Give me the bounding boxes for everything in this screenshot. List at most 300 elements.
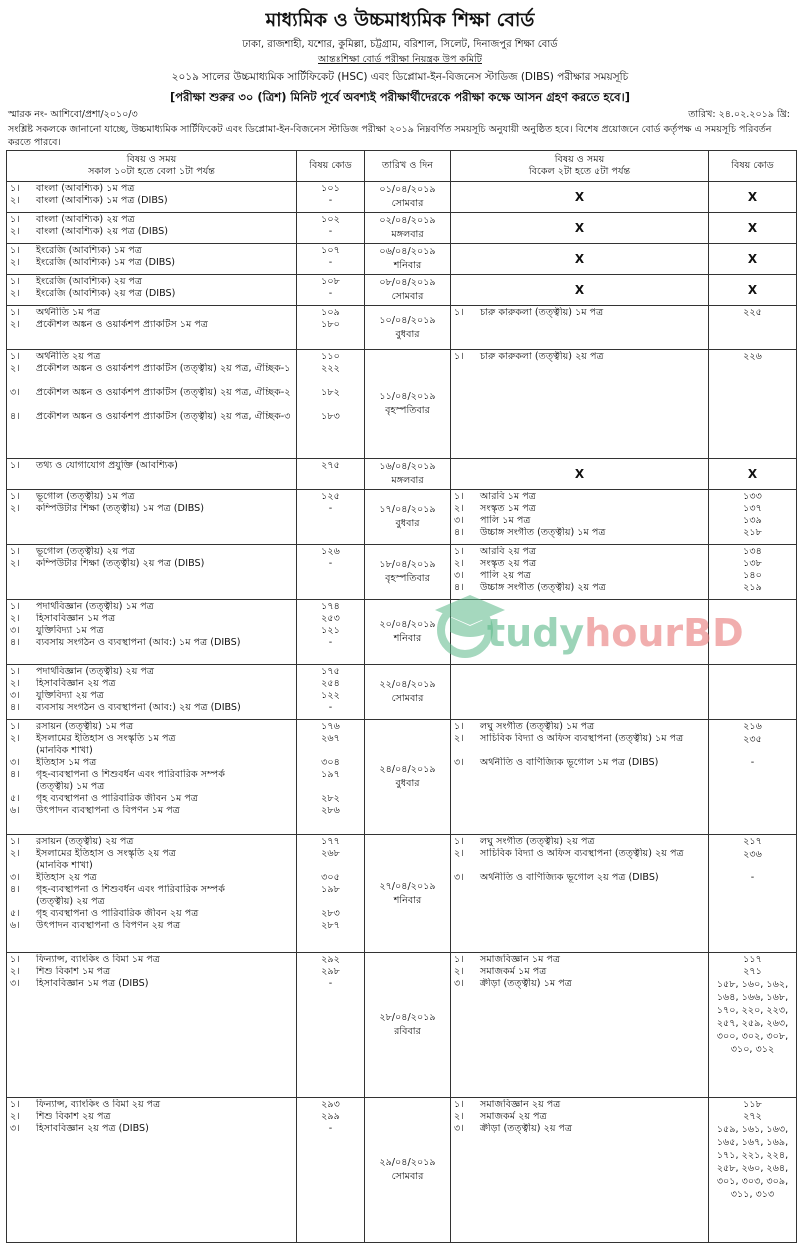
subject-code: - bbox=[328, 288, 333, 299]
subject-name: উৎপাদন ব্যবস্থাপনা ও বিপণন ১ম পত্র bbox=[36, 805, 180, 816]
subject-code: ১৩৯ bbox=[743, 515, 762, 526]
subject-line bbox=[10, 836, 293, 848]
subject-name: উৎপাদন ব্যবস্থাপনা ও বিপণন ২য় পত্র bbox=[36, 920, 181, 931]
serial-number: ৫। bbox=[10, 908, 20, 919]
exam-day-row bbox=[7, 306, 797, 350]
serial-number: ১। bbox=[10, 546, 20, 557]
subject-name: সংস্কৃত ১ম পত্র bbox=[480, 503, 536, 514]
afternoon-subjects bbox=[451, 350, 709, 459]
subject-line bbox=[10, 769, 293, 781]
afternoon-subjects bbox=[451, 720, 709, 835]
subject-line bbox=[10, 666, 293, 678]
subject-line bbox=[10, 183, 293, 195]
serial-number: ৩। bbox=[454, 570, 464, 581]
subject-code: ২৫৩ bbox=[321, 613, 340, 624]
subject-name: ফিন্যান্স, ব্যাংকিং ও বিমা ১ম পত্র bbox=[36, 954, 160, 965]
serial-number: ৩। bbox=[10, 978, 20, 989]
exam-day-row bbox=[7, 1098, 797, 1243]
subject-code: ২১৬ bbox=[743, 721, 762, 732]
morning-codes bbox=[297, 182, 365, 213]
subject-name: ইংরেজি (আবশ্যিক) ২য় পত্র bbox=[36, 276, 143, 287]
no-exam-mark: X bbox=[451, 459, 709, 490]
afternoon-codes bbox=[709, 350, 797, 459]
subject-line bbox=[10, 678, 293, 690]
empty-cell bbox=[451, 665, 709, 720]
subject-name: আরবি ২য় পত্র bbox=[480, 546, 537, 557]
subject-line bbox=[454, 503, 705, 515]
subject-line bbox=[10, 848, 293, 860]
subject-name: (মানবিক শাখা) bbox=[36, 745, 93, 756]
serial-number: ২। bbox=[10, 503, 20, 514]
serial-number: ৩। bbox=[10, 872, 20, 883]
subject-line bbox=[454, 721, 705, 733]
subject-name: ইতিহাস ২য় পত্র bbox=[36, 872, 97, 883]
subject-line bbox=[10, 978, 293, 990]
subject-code: ১০৯ bbox=[321, 307, 340, 318]
subject-code: ১১৮ bbox=[743, 1099, 762, 1110]
exam-date-cell bbox=[365, 182, 451, 213]
exam-date-cell bbox=[365, 835, 451, 953]
serial-number: ১। bbox=[10, 601, 20, 612]
exam-date: ১০/০৪/২০১৯ bbox=[379, 314, 436, 326]
subject-line bbox=[10, 319, 293, 331]
subject-line bbox=[454, 491, 705, 503]
subject-name: প্রকৌশল অঙ্কন ও ওয়ার্কশপ প্র্যাকটিস (তত্ত্বীয়) ২য় পত্র, ঐচ্ছিক-১ bbox=[36, 363, 291, 374]
morning-codes bbox=[297, 244, 365, 275]
serial-number: ৬। bbox=[10, 920, 20, 931]
subject-code: - bbox=[328, 1123, 333, 1134]
subject-code bbox=[300, 860, 361, 872]
subject-code: ২২২ bbox=[321, 363, 340, 374]
subject-code: ২৯২ bbox=[321, 954, 340, 965]
serial-number: ২। bbox=[10, 678, 20, 689]
subject-code: ১৩৪ bbox=[743, 546, 762, 557]
afternoon-codes bbox=[709, 720, 797, 835]
morning-subjects bbox=[7, 182, 297, 213]
serial-number: ১। bbox=[10, 276, 20, 287]
routine-title: ২০১৯ সালের উচ্চমাধ্যমিক সার্টিফিকেট (HSC) এবং ডিপ্লোমা-ইন-বিজনেস স্টাডিজ (DIBS) পরীক্ষার সময়সূচি bbox=[171, 71, 629, 83]
morning-codes bbox=[297, 953, 365, 1098]
empty-cell bbox=[709, 665, 797, 720]
exam-date: ২৯/০৪/২০১৯ bbox=[379, 1157, 436, 1168]
subject-line bbox=[454, 954, 705, 966]
exam-day: রবিবার bbox=[394, 1026, 421, 1037]
serial-number: ১। bbox=[10, 1099, 20, 1110]
subject-code: ২৬৮ bbox=[321, 848, 340, 859]
subject-name: পদার্থবিজ্ঞান (তত্ত্বীয়) ২য় পত্র bbox=[36, 666, 155, 677]
subject-name: অর্থনীতি ১ম পত্র bbox=[36, 307, 101, 318]
serial-number: ৩। bbox=[10, 1123, 20, 1134]
serial-number: ২। bbox=[10, 733, 20, 744]
subject-code: ১৩৩ bbox=[743, 491, 762, 502]
subject-name: উচ্চাঙ্গ সংগীত (তত্ত্বীয়) ১ম পত্র bbox=[480, 527, 606, 538]
exam-date: ২৮/০৪/২০১৯ bbox=[379, 1012, 436, 1023]
subject-name: গৃহ-ব্যবস্থাপনা ও শিশুবর্ধন এবং পারিবারিক সম্পর্ক bbox=[36, 769, 225, 780]
morning-subjects bbox=[7, 545, 297, 600]
exam-date: ০৮/০৪/২০১৯ bbox=[379, 277, 436, 288]
afternoon-codes bbox=[709, 835, 797, 953]
exam-date: ১৮/০৪/২০১৯ bbox=[379, 559, 436, 570]
subject-name: অর্থনীতি ২য় পত্র bbox=[36, 351, 101, 362]
serial-number: ২। bbox=[454, 1111, 464, 1122]
afternoon-codes bbox=[709, 953, 797, 1098]
subject-line bbox=[10, 721, 293, 733]
subject-code: ১৯৮ bbox=[321, 884, 340, 895]
memo-date: তারিখ: ২৪.০২.২০১৯ খ্রি: bbox=[688, 109, 790, 120]
subject-code: ২৩৬ bbox=[743, 849, 762, 860]
serial-number: ৪। bbox=[454, 582, 464, 593]
subject-code bbox=[300, 781, 361, 793]
subject-name: সংস্কৃত ২য় পত্র bbox=[480, 558, 537, 569]
exam-day-row bbox=[7, 244, 797, 275]
serial-number: ১। bbox=[10, 666, 20, 677]
exam-date: ০১/০৪/২০১৯ bbox=[379, 184, 436, 195]
subject-name: ইংরেজি (আবশ্যিক) ১ম পত্র bbox=[36, 245, 142, 256]
subject-line bbox=[10, 460, 293, 472]
subject-code: ২৩৫ bbox=[743, 734, 762, 745]
subject-name: সাচিবিক বিদ্যা ও অফিস ব্যবস্থাপনা (তত্ত্বীয়) ১ম পত্র bbox=[480, 733, 684, 744]
no-exam-mark: X bbox=[451, 275, 709, 306]
subject-name: ক্রীড়া (তত্ত্বীয়) ১ম পত্র bbox=[480, 978, 572, 989]
subject-code bbox=[300, 896, 361, 908]
subject-line bbox=[10, 214, 293, 226]
exam-day: বুধবার bbox=[395, 328, 420, 340]
subject-code: - bbox=[328, 226, 333, 237]
subject-line bbox=[454, 978, 705, 990]
exam-day-row bbox=[7, 275, 797, 306]
subject-name: হিসাববিজ্ঞান ১ম পত্র (DIBS) bbox=[36, 978, 149, 989]
subject-name: সমাজকর্ম ২য় পত্র bbox=[480, 1111, 547, 1122]
subject-line bbox=[10, 884, 293, 896]
subject-name: গৃহ-ব্যবস্থাপনা ও শিশুবর্ধন এবং পারিবারিক সম্পর্ক bbox=[36, 884, 225, 895]
exam-date: ১১/০৪/২০১৯ bbox=[379, 391, 436, 402]
subject-line bbox=[10, 908, 293, 920]
subject-name: বাংলা (আবশ্যিক) ২য় পত্র (DIBS) bbox=[36, 226, 168, 237]
subject-code: ১২৫ bbox=[321, 491, 340, 502]
subject-code: ১৭৪ bbox=[321, 601, 340, 612]
subject-code: ২২৬ bbox=[743, 351, 762, 362]
morning-subjects bbox=[7, 490, 297, 545]
subject-line bbox=[10, 757, 293, 769]
subject-name: ভূগোল (তত্ত্বীয়) ১ম পত্র bbox=[36, 491, 135, 502]
subject-code: ২১৯ bbox=[743, 582, 762, 593]
subject-code: ১০৮ bbox=[321, 276, 340, 287]
serial-number: ২। bbox=[10, 288, 20, 299]
exam-date-cell bbox=[365, 275, 451, 306]
serial-number: ২। bbox=[10, 195, 20, 206]
subject-line bbox=[454, 733, 705, 757]
subject-code: ২৮২ bbox=[321, 793, 340, 804]
subject-code: ১৮২ bbox=[321, 387, 340, 398]
subject-name: ভূগোল (তত্ত্বীয়) ২য় পত্র bbox=[36, 546, 135, 557]
subject-name: পালি ১ম পত্র bbox=[480, 515, 531, 526]
exam-day: সোমবার bbox=[391, 693, 424, 704]
subject-name: ব্যবসায় সংগঠন ও ব্যবস্থাপনা (আব:) ২য় পত্র (DIBS) bbox=[36, 702, 241, 713]
subject-code: ১৩৭ bbox=[743, 503, 762, 514]
subject-line bbox=[10, 491, 293, 503]
subject-line bbox=[10, 1099, 293, 1111]
exam-day-row bbox=[7, 459, 797, 490]
serial-number: ১। bbox=[10, 245, 20, 256]
subject-code: ২৭৫ bbox=[321, 460, 340, 471]
subject-line bbox=[10, 1111, 293, 1123]
subject-code: ১৯৭ bbox=[321, 769, 340, 780]
afternoon-subjects bbox=[451, 306, 709, 350]
routine-table bbox=[6, 150, 797, 1243]
subject-code: ২৯৮ bbox=[321, 966, 340, 977]
serial-number: ২। bbox=[10, 966, 20, 977]
exam-day: শনিবার bbox=[393, 260, 422, 271]
exam-day: মঙ্গলবার bbox=[391, 475, 424, 486]
subject-line bbox=[454, 966, 705, 978]
exam-date-cell bbox=[365, 720, 451, 835]
afternoon-subjects bbox=[451, 1098, 709, 1243]
subject-name: গৃহ ব্যবস্থাপনা ও পারিবারিক জীবন ২য় পত্র bbox=[36, 908, 199, 919]
subject-line bbox=[10, 276, 293, 288]
subject-code: - bbox=[328, 637, 333, 648]
subject-line bbox=[454, 836, 705, 848]
subject-code: ২৮৩ bbox=[321, 908, 340, 919]
exam-date-cell bbox=[365, 953, 451, 1098]
subject-line bbox=[10, 307, 293, 319]
subject-line bbox=[10, 351, 293, 363]
subject-name: ইসলামের ইতিহাস ও সংস্কৃতি ১ম পত্র bbox=[36, 733, 176, 744]
subject-code: ৩০৪ bbox=[321, 757, 340, 768]
subject-line bbox=[10, 745, 293, 757]
serial-number: ২। bbox=[10, 257, 20, 268]
subject-line bbox=[454, 307, 705, 319]
subject-name: ক্রীড়া (তত্ত্বীয়) ২য় পত্র bbox=[480, 1123, 573, 1134]
no-exam-mark: X bbox=[709, 244, 797, 275]
serial-number: ৩। bbox=[10, 387, 20, 398]
serial-number: ৪। bbox=[10, 884, 20, 895]
serial-number: ২। bbox=[454, 966, 464, 977]
subject-code: ২৯৯ bbox=[321, 1111, 340, 1122]
subject-code: ২৭১ bbox=[743, 966, 762, 977]
subject-name: বাংলা (আবশ্যিক) ১ম পত্র (DIBS) bbox=[36, 195, 168, 206]
morning-subjects bbox=[7, 1098, 297, 1243]
subject-code: ২১৮ bbox=[743, 527, 762, 538]
no-exam-mark: X bbox=[709, 182, 797, 213]
subject-line bbox=[10, 257, 293, 269]
serial-number: ২। bbox=[454, 503, 464, 514]
subject-code: ১৫৮, ১৬০, ১৬২, ১৬৪, ১৬৬, ১৬৮, ১৭০, ২২০, ২২৩, ২৫৭, ২৫৯, ২৬৩, ৩০০, ৩০২, ৩০৮, ৩১০, ৩১২ bbox=[716, 979, 789, 1055]
exam-day: বুধবার bbox=[395, 518, 420, 529]
exam-day-row bbox=[7, 213, 797, 244]
subject-line bbox=[10, 793, 293, 805]
serial-number: ৪। bbox=[10, 637, 20, 648]
exam-notice: [পরীক্ষা শুরুর ৩০ (ত্রিশ) মিনিট পূর্বে অবশ্যই পরীক্ষার্থীদেরকে পরীক্ষা কক্ষে আসন গ্রহণ করতে হবে।] bbox=[170, 90, 630, 104]
subject-line bbox=[10, 805, 293, 817]
morning-codes bbox=[297, 545, 365, 600]
exam-day: শনিবার bbox=[393, 633, 422, 644]
exam-date: ০২/০৪/২০১৯ bbox=[379, 215, 436, 226]
subject-name: পদার্থবিজ্ঞান (তত্ত্বীয়) ১ম পত্র bbox=[36, 601, 154, 612]
exam-date-cell bbox=[365, 213, 451, 244]
subject-line bbox=[10, 288, 293, 300]
serial-number: ১। bbox=[454, 307, 464, 318]
subject-name: প্রকৌশল অঙ্কন ও ওয়ার্কশপ প্র্যাকটিস (তত্ত্বীয়) ২য় পত্র, ঐচ্ছিক-২ bbox=[36, 387, 291, 398]
subject-code: ২২৫ bbox=[743, 307, 762, 318]
exam-date-cell bbox=[365, 350, 451, 459]
subject-code: - bbox=[328, 257, 333, 268]
subject-line bbox=[454, 1123, 705, 1135]
watermark-text-b: hour bbox=[584, 611, 684, 655]
subject-name: ইংরেজি (আবশ্যিক) ২য় পত্র (DIBS) bbox=[36, 288, 176, 299]
no-exam-mark: X bbox=[451, 182, 709, 213]
subject-name: শিশু বিকাশ ১ম পত্র bbox=[36, 966, 111, 977]
subject-code: ১০৭ bbox=[321, 245, 340, 256]
afternoon-subjects bbox=[451, 953, 709, 1098]
subject-line bbox=[10, 613, 293, 625]
subject-line bbox=[454, 515, 705, 527]
serial-number: ১। bbox=[454, 1099, 464, 1110]
serial-number: ৪। bbox=[10, 769, 20, 780]
subject-name: (মানবিক শাখা) bbox=[36, 860, 93, 871]
subject-line bbox=[10, 896, 293, 908]
subject-name: সমাজবিজ্ঞান ২য় পত্র bbox=[480, 1099, 561, 1110]
subject-line bbox=[454, 351, 705, 363]
serial-number: ৪। bbox=[10, 411, 20, 422]
subject-line bbox=[10, 601, 293, 613]
subject-line bbox=[10, 781, 293, 793]
subject-name: সাচিবিক বিদ্যা ও অফিস ব্যবস্থাপনা (তত্ত্বীয়) ২য় পত্র bbox=[480, 848, 684, 859]
serial-number: ১। bbox=[10, 351, 20, 362]
serial-number: ৪। bbox=[454, 527, 464, 538]
subject-line bbox=[454, 848, 705, 872]
subject-name: অর্থনীতি ও বাণিজ্যিক ভূগোল ২য় পত্র (DIBS) bbox=[480, 872, 659, 883]
serial-number: ১। bbox=[10, 307, 20, 318]
subject-name: তথ্য ও যোগাযোগ প্রযুক্তি (আবশ্যিক) bbox=[36, 460, 178, 471]
subject-line bbox=[10, 226, 293, 238]
exam-day-row bbox=[7, 350, 797, 459]
subject-name: যুক্তিবিদ্যা ২য় পত্র bbox=[36, 690, 104, 701]
subject-line bbox=[10, 690, 293, 702]
subject-line bbox=[454, 757, 705, 769]
subject-code: - bbox=[750, 872, 755, 883]
exam-date-cell bbox=[365, 459, 451, 490]
morning-subjects bbox=[7, 459, 297, 490]
subject-code: ১২৬ bbox=[321, 546, 340, 557]
subject-code: ১০২ bbox=[321, 214, 340, 225]
subject-name: চারু কারুকলা (তত্ত্বীয়) ১ম পত্র bbox=[480, 307, 604, 318]
subject-line bbox=[10, 245, 293, 257]
exam-day: বুধবার bbox=[395, 778, 420, 789]
morning-header: বিষয় ও সময় সকাল ১০টা হতে বেলা ১টা পর্যন্ত bbox=[7, 151, 297, 182]
serial-number: ১। bbox=[10, 954, 20, 965]
serial-number: ২। bbox=[454, 558, 464, 569]
serial-number: ২। bbox=[10, 1111, 20, 1122]
subject-code: ১২১ bbox=[321, 625, 340, 636]
serial-number: ২। bbox=[10, 226, 20, 237]
subject-line bbox=[10, 1123, 293, 1135]
exam-date: ২০/০৪/২০১৯ bbox=[379, 619, 436, 630]
board-list: ঢাকা, রাজশাহী, যশোর, কুমিল্লা, চট্টগ্রাম, বরিশাল, সিলেট, দিনাজপুর শিক্ষা বোর্ড bbox=[242, 39, 558, 50]
exam-date: ২৪/০৪/২০১৯ bbox=[379, 764, 436, 775]
subject-code: - bbox=[328, 978, 333, 989]
morning-codes bbox=[297, 459, 365, 490]
morning-codes bbox=[297, 1098, 365, 1243]
subject-code: ১০১ bbox=[321, 183, 340, 194]
serial-number: ১। bbox=[10, 721, 20, 732]
subject-code: ১১৭ bbox=[743, 954, 762, 965]
code-header-afternoon: বিষয় কোড bbox=[709, 151, 797, 182]
subject-line bbox=[10, 872, 293, 884]
subject-name: সমাজবিজ্ঞান ১ম পত্র bbox=[480, 954, 561, 965]
serial-number: ১। bbox=[10, 460, 20, 471]
subject-code: ২৭২ bbox=[743, 1111, 762, 1122]
morning-subjects bbox=[7, 665, 297, 720]
afternoon-header: বিষয় ও সময় বিকেল ২টা হতে ৫টা পর্যন্ত bbox=[451, 151, 709, 182]
exam-day: মঙ্গলবার bbox=[391, 229, 424, 240]
subject-line bbox=[454, 546, 705, 558]
subject-code: ২৮৭ bbox=[321, 920, 340, 931]
serial-number: ২। bbox=[454, 848, 464, 859]
exam-date-cell bbox=[365, 306, 451, 350]
subject-name: পালি ২য় পত্র bbox=[480, 570, 531, 581]
subject-name: চারু কারুকলা (তত্ত্বীয়) ২য় পত্র bbox=[480, 351, 604, 362]
morning-codes bbox=[297, 213, 365, 244]
subject-code: ২৯৩ bbox=[321, 1099, 340, 1110]
subject-name: প্রকৌশল অঙ্কন ও ওয়ার্কশপ প্র্যাকটিস (তত্ত্বীয়) ২য় পত্র, ঐচ্ছিক-৩ bbox=[36, 411, 291, 422]
exam-date: ২৭/০৪/২০১৯ bbox=[379, 880, 436, 892]
serial-number: ২। bbox=[10, 363, 20, 374]
subject-code: ১১০ bbox=[321, 351, 340, 362]
exam-day-row bbox=[7, 665, 797, 720]
morning-codes bbox=[297, 306, 365, 350]
serial-number: ২। bbox=[454, 733, 464, 744]
serial-number: ৩। bbox=[10, 690, 20, 701]
subject-name: গৃহ ব্যবস্থাপনা ও পারিবারিক জীবন ১ম পত্র bbox=[36, 793, 198, 804]
morning-codes bbox=[297, 275, 365, 306]
subject-name: উচ্চাঙ্গ সংগীত (তত্ত্বীয়) ২য় পত্র bbox=[480, 582, 606, 593]
no-exam-mark: X bbox=[709, 459, 797, 490]
morning-subjects bbox=[7, 350, 297, 459]
morning-subjects bbox=[7, 600, 297, 665]
exam-date: ২২/০৪/২০১৯ bbox=[379, 679, 436, 690]
subject-line bbox=[10, 920, 293, 932]
subject-name: ইংরেজি (আবশ্যিক) ১ম পত্র (DIBS) bbox=[36, 257, 176, 268]
exam-day: বৃহস্পতিবার bbox=[385, 573, 430, 584]
subject-line bbox=[454, 527, 705, 539]
morning-codes bbox=[297, 490, 365, 545]
subject-code: ১৮০ bbox=[321, 319, 340, 330]
subject-name: হিসাববিজ্ঞান ১ম পত্র bbox=[36, 613, 116, 624]
serial-number: ৬। bbox=[10, 805, 20, 816]
no-exam-mark: X bbox=[709, 275, 797, 306]
morning-subjects bbox=[7, 306, 297, 350]
subject-line bbox=[10, 503, 293, 515]
date-header: তারিখ ও দিন bbox=[365, 151, 451, 182]
afternoon-subjects bbox=[451, 490, 709, 545]
subject-line bbox=[10, 387, 293, 411]
subject-name: যুক্তিবিদ্যা ১ম পত্র bbox=[36, 625, 104, 636]
serial-number: ২। bbox=[10, 848, 20, 859]
studyhourbd-watermark bbox=[425, 570, 800, 670]
subject-name: অর্থনীতি ও বাণিজ্যিক ভূগোল ১ম পত্র (DIBS) bbox=[480, 757, 659, 768]
subject-code bbox=[300, 745, 361, 757]
subject-name: ব্যবসায় সংগঠন ও ব্যবস্থাপনা (আব:) ১ম পত্র (DIBS) bbox=[36, 637, 241, 648]
subject-name: শিশু বিকাশ ২য় পত্র bbox=[36, 1111, 111, 1122]
exam-date-cell bbox=[365, 1098, 451, 1243]
subject-code: ২৮৬ bbox=[321, 805, 340, 816]
afternoon-codes bbox=[709, 306, 797, 350]
subject-name: কম্পিউটার শিক্ষা (তত্ত্বীয়) ১ম পত্র (DIBS) bbox=[36, 503, 204, 514]
subject-line bbox=[10, 558, 293, 570]
exam-day-row bbox=[7, 720, 797, 835]
subject-line bbox=[10, 411, 293, 435]
exam-date: ০৬/০৪/২০১৯ bbox=[379, 246, 436, 257]
